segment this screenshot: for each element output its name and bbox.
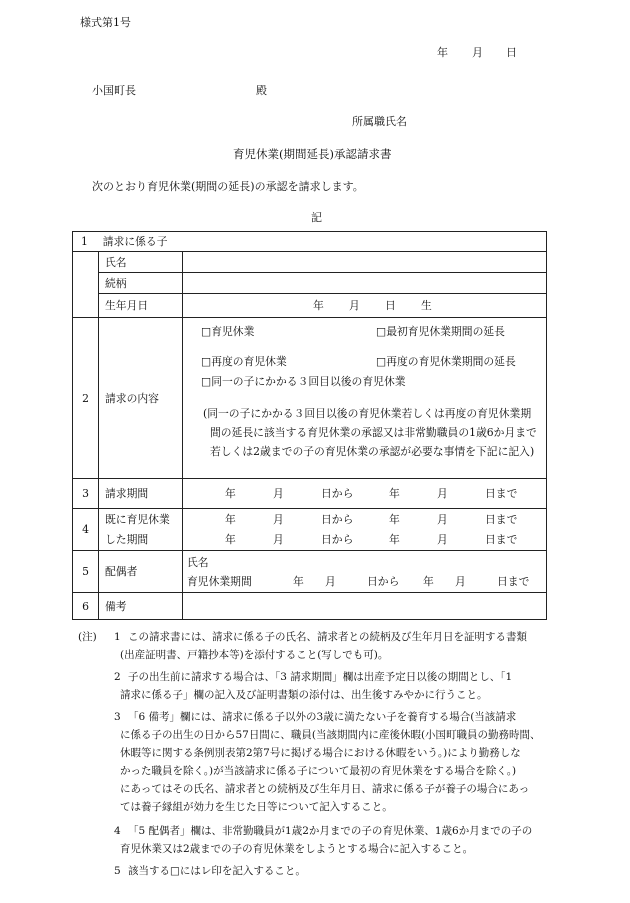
section-6-row — [73, 593, 547, 620]
section-4-label-line-2: した期間 — [105, 532, 149, 546]
section-2-label: 請求の内容 — [99, 318, 183, 479]
note-4-line-2: 育児休業又は2歳までの子の育児休業をしようとする場合に記入すること。 — [120, 843, 474, 855]
child-name-label: 氏名 — [99, 252, 183, 273]
note-3-line-4: かった職員を除く。)が当該請求に係る子について最初の育児休業をする場合を除く。) — [120, 765, 517, 777]
note-3-line-2: に係る子の出生の日から57日間に、職員(当該期間内に産後休暇(小国町職員の勤務時間、 — [120, 729, 541, 741]
reason-note-line-1: (同一の子にかかる３回目以後の育児休業若しくは再度の育児休業期 — [203, 407, 532, 420]
section-2-number: 2 — [73, 318, 99, 479]
period-from-year: 年 — [225, 487, 236, 500]
birth-day: 日 — [385, 299, 396, 312]
birth-month: 月 — [349, 299, 360, 312]
spouse-period-label: 育児休業期間 — [187, 574, 252, 588]
section-5-row — [73, 551, 547, 593]
note-1-line-1: この請求書には、請求に係る子の氏名、請求者との続柄及び生年月日を証明する書類 — [128, 631, 527, 643]
option-third-leave[interactable]: □同一の子にかかる３回目以後の育児休業 — [201, 375, 406, 388]
section-1-number: 1 — [81, 235, 88, 248]
section-2-row — [73, 318, 547, 479]
period-from-day: 日から — [321, 487, 354, 500]
spouse-field[interactable] — [183, 551, 547, 593]
page-title: 育児休業(期間延長)承認請求書 — [233, 147, 392, 161]
birth-suffix: 生 — [421, 299, 432, 312]
section-6-number: 6 — [73, 593, 99, 620]
period-from-month: 月 — [273, 487, 284, 500]
past-leave-period-field[interactable] — [183, 509, 547, 551]
date-year: 年 — [437, 46, 448, 59]
section-3-label: 請求期間 — [99, 479, 183, 509]
past-period-line-1: 年 月 日から 年 月 日まで — [225, 512, 518, 526]
spouse-name-label: 氏名 — [187, 555, 209, 569]
section-1-label: 請求に係る子 — [102, 235, 168, 248]
note-2-number: 2 — [114, 671, 121, 683]
section-5-label: 配偶者 — [99, 551, 183, 593]
section-3-number: 3 — [73, 479, 99, 509]
option-second-extension[interactable]: □再度の育児休業期間の延長 — [376, 355, 516, 368]
reason-note-line-2: 間の延長に該当する育児休業の承認又は非常勤職員の1歳6か月まで — [210, 426, 537, 439]
child-birthdate-label: 生年月日 — [99, 294, 183, 318]
date-month: 月 — [472, 46, 483, 59]
note-2-line-2: 請求に係る子」欄の記入及び証明書類の添付は、出生後すみやかに行うこと。 — [120, 689, 488, 701]
reason-note-line-3: 若しくは2歳までの子の育児休業の承認が必要な事情を下記に記入) — [210, 445, 535, 458]
child-name-row — [73, 252, 547, 273]
note-3-line-6: ては養子縁組が効力を生じた日等について記入すること。 — [120, 801, 393, 813]
section-3-row — [73, 479, 547, 509]
section-1-header — [73, 232, 547, 252]
request-form-table — [72, 231, 547, 620]
child-relation-label: 続柄 — [99, 273, 183, 294]
note-4-number: 4 — [114, 825, 121, 837]
birth-year: 年 — [313, 299, 324, 312]
period-to-year: 年 — [389, 487, 400, 500]
form-number: 様式第1号 — [80, 16, 131, 29]
period-to-day: 日まで — [485, 487, 518, 500]
note-2-line-1: 子の出生前に請求する場合は、「3 請求期間」欄は出産予定日以後の期間とし、「1 — [128, 671, 513, 683]
child-name-field[interactable] — [183, 252, 547, 273]
option-second-leave[interactable]: □再度の育児休業 — [201, 355, 287, 368]
note-3-number: 3 — [114, 711, 121, 723]
child-birthdate-row — [73, 294, 547, 318]
honorific: 殿 — [256, 84, 267, 97]
section-4-label-line-1: 既に育児休業 — [105, 512, 170, 526]
section-4-label — [99, 509, 183, 551]
child-relation-row — [73, 273, 547, 294]
section-6-label: 備考 — [99, 593, 183, 620]
section-5-number: 5 — [73, 551, 99, 593]
request-period-field[interactable] — [183, 479, 547, 509]
ki-label: 記 — [311, 211, 322, 224]
note-1-number: 1 — [114, 631, 121, 643]
past-period-line-2: 年 月 日から 年 月 日まで — [225, 532, 518, 546]
section-4-row — [73, 509, 547, 551]
date-day: 日 — [506, 46, 517, 59]
note-5-line-1: 該当する□にはレ印を記入すること。 — [128, 865, 306, 877]
section-4-number: 4 — [73, 509, 99, 551]
note-5-number: 5 — [114, 865, 121, 877]
note-3-line-1: 「6 備考」欄には、請求に係る子以外の3歳に満たない子を養育する場合(当該請求 — [128, 711, 517, 723]
option-first-extension[interactable]: □最初育児休業期間の延長 — [376, 325, 505, 338]
note-3-line-3: 休暇等に関する条例別表第2第7号に掲げる場合における休暇をいう。)により勤務しな — [120, 747, 521, 759]
note-3-line-5: にあってはその氏名、請求者との続柄及び生年月日、請求に係る子が養子の場合にあっ — [120, 783, 530, 795]
note-1-line-2: (出産証明書、戸籍抄本等)を添付すること(写しでも可)。 — [120, 649, 389, 661]
child-birthdate-field[interactable] — [183, 294, 547, 318]
addressee: 小国町長 — [92, 84, 136, 97]
applicant-label: 所属職氏名 — [352, 115, 407, 128]
child-relation-field[interactable] — [183, 273, 547, 294]
period-to-month: 月 — [437, 487, 448, 500]
option-childcare-leave[interactable]: □育児休業 — [201, 325, 255, 338]
request-content-cell — [183, 318, 547, 479]
remarks-field[interactable] — [183, 593, 547, 620]
intro-text: 次のとおり育児休業(期間の延長)の承認を請求します。 — [92, 180, 364, 193]
note-4-line-1: 「5 配偶者」欄は、非常勤職員が1歳2か月までの子の育児休業、1歳6か月までの子の — [128, 825, 533, 837]
spouse-period-line: 育児休業期間 年 月 日から 年 月 日まで — [187, 572, 540, 591]
notes-head: (注) — [78, 631, 97, 643]
